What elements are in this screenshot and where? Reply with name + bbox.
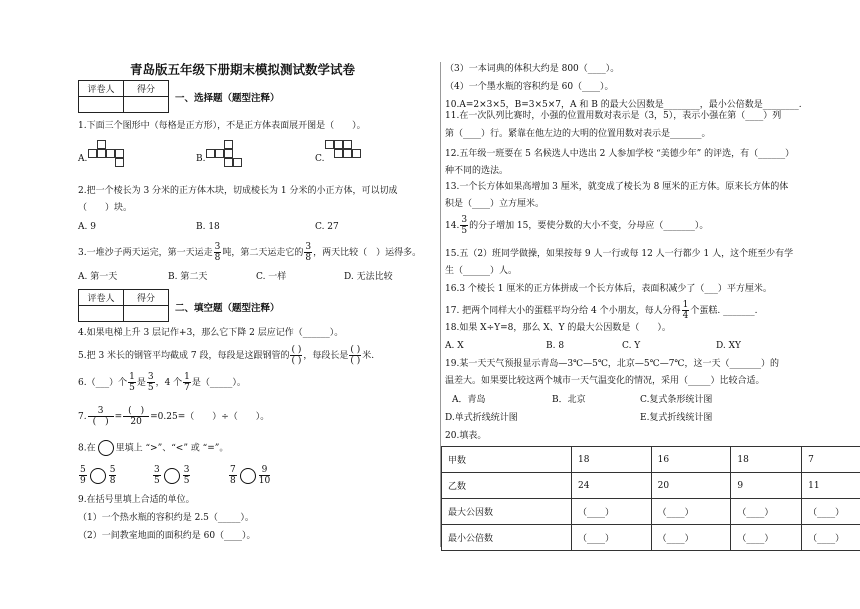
question-13-line2: 积是（____）立方厘米。 [445, 199, 545, 209]
q3-option-a[interactable]: A. 第一天 [78, 272, 118, 282]
q6-fraction-1: $\frac{1}{5}$ [129, 372, 135, 393]
table-cell: 9 [731, 473, 802, 499]
question-14: 14. $\frac{3}{5}$ 的分子增加 15，要使分数的大小不变，分母应（_______）。 [445, 215, 709, 236]
question-17: 17. 把两个同样大小的蛋糕平均分给 4 个小朋友，每人分得 $\frac{1}{4}$ 个蛋糕. _______. [445, 300, 758, 321]
question-11-line1: 11.在一次队列比赛时，小强的位置用数对表示是（3，5），表示小强在第（____）列 [445, 111, 782, 121]
q2-option-a[interactable]: A. 9 [78, 222, 96, 232]
q5-fraction-1[interactable]: $\frac{( )}{( )}$ [291, 345, 302, 366]
table-cell: 7 [802, 447, 860, 473]
q9-sub-2: （2）一间教室地面的面积约是 60（____）。 [78, 531, 256, 541]
reviewer-label: 评卷人 [79, 81, 124, 97]
score-cell[interactable] [124, 97, 169, 113]
q9-sub-4: （4）一个墨水瓶的容积约是 60（____）。 [445, 82, 614, 92]
q18-option-c[interactable]: C. Y [622, 341, 641, 351]
circle-icon [98, 440, 114, 456]
answer-cell[interactable]: （____） [572, 525, 652, 551]
question-2-line2: （ ）块。 [78, 203, 133, 213]
table-cell: 18 [731, 447, 802, 473]
table-cell: 18 [572, 447, 652, 473]
q18-option-b[interactable]: B. 8 [546, 341, 565, 351]
compare-circle-2[interactable] [164, 468, 180, 484]
reviewer-cell[interactable] [79, 306, 124, 322]
question-18: 18.如果 X÷Y=8，那么 X、Y 的最大公因数是（ ）。 [445, 323, 671, 333]
page-title: 青岛版五年级下册期末模拟测试数学试卷 [130, 62, 356, 77]
question-19-line2: 温差大。如果要比较这两个城市一天气温变化的情况，采用（_____）比较合适。 [445, 376, 765, 386]
score-label: 得分 [124, 290, 169, 306]
q5-fraction-2[interactable]: $\frac{( )}{( )}$ [350, 345, 361, 366]
q2-option-c[interactable]: C. 27 [315, 222, 339, 232]
answer-cell[interactable]: （____） [572, 499, 652, 525]
question-12-line2: 种不同的选法。 [445, 166, 509, 176]
question-12-line1: 12.五年级一班要在 5 名候选人中选出 2 人参加学校 “美德少年” 的评选，有（______） [445, 149, 795, 159]
table-row [442, 473, 860, 499]
q3-option-d[interactable]: D. 无法比较 [344, 272, 393, 282]
table-cell: 24 [572, 473, 652, 499]
answer-cell[interactable]: （____） [731, 525, 802, 551]
question-2-line1: 2.把一个棱长为 3 分米的正方体木块，切成棱长为 1 分米的小正方体，可以切成 [78, 186, 398, 196]
question-7: 7. $\frac{3}{( )}$ = $\frac{( )}{20}$ =0.25=（ ）÷（ ）。 [78, 406, 270, 427]
question-9: 9.在括号里填上合适的单位。 [78, 495, 195, 505]
question-16: 16.3 个棱长 1 厘米的正方体拼成一个长方体后，表面积减少了（___）平方厘米。 [445, 284, 772, 294]
reviewer-label: 评卷人 [79, 290, 124, 306]
score-table-1 [78, 80, 169, 113]
question-3: 3.一堆沙子两天运完，第一天运走 $\frac{3}{8}$ 吨，第二天运走它的 $\frac{3}{8}$ ，两天比较（ ）运得多。 [78, 242, 422, 263]
score-cell[interactable] [124, 306, 169, 322]
question-10: 10.A=2×3×5，B=3×5×7，A 和 B 的最大公因数是________，最小公倍数是________. [445, 100, 802, 110]
q7-fraction-1[interactable]: $\frac{3}{( )}$ [88, 406, 114, 427]
question-1: 1.下面三个图形中（每格是正方形），不是正方体表面展开图是（ ）。 [78, 121, 366, 131]
q17-fraction: $\frac{1}{4}$ [682, 300, 689, 321]
q19-option-d[interactable]: D.单式折线统计图 [445, 413, 518, 423]
answer-cell[interactable]: （____） [802, 525, 860, 551]
q2-option-b[interactable]: B. 18 [196, 222, 220, 232]
q3-fraction-1: $\frac{3}{8}$ [214, 242, 221, 263]
section-heading-choice: 一、选择题（题型注释） [175, 93, 280, 104]
table-cell: 最小公倍数 [442, 525, 572, 551]
cube-net-a-icon [88, 140, 138, 170]
table-cell: 乙数 [442, 473, 572, 499]
q20-table [441, 446, 860, 551]
q1-option-b-label[interactable]: B. [196, 154, 206, 164]
score-table-2 [78, 289, 169, 322]
answer-cell[interactable]: （____） [731, 499, 802, 525]
question-15-line2: 生（______）人。 [445, 266, 518, 276]
compare-circle-1[interactable] [90, 468, 106, 484]
q19-option-b[interactable]: B．北京 [552, 395, 586, 405]
q6-fraction-2: $\frac{3}{5}$ [147, 372, 154, 393]
answer-cell[interactable]: （____） [651, 499, 731, 525]
q18-option-a[interactable]: A. X [445, 341, 464, 351]
cube-net-c-icon [325, 140, 375, 170]
q14-fraction: $\frac{3}{5}$ [461, 215, 468, 236]
table-row [442, 447, 860, 473]
q1-option-a-label[interactable]: A. [78, 154, 88, 164]
table-cell: 11 [802, 473, 860, 499]
table-row [442, 499, 860, 525]
q8-compare-1: $\frac{5}{9}$ $\frac{5}{8}$ [80, 465, 116, 486]
q3-fraction-2: $\frac{3}{8}$ [305, 242, 312, 263]
q8-compare-2: $\frac{3}{5}$ $\frac{3}{5}$ [154, 465, 190, 486]
q19-option-c[interactable]: C.复式条形统计图 [640, 395, 713, 405]
q19-option-e[interactable]: E.复式折线统计图 [640, 413, 713, 423]
cube-net-b-icon [206, 140, 256, 170]
question-8: 8.在 里填上 “>”、“<” 或 “=”。 [78, 440, 228, 456]
question-19-line1: 19.某一天天气预报显示青岛—3℃—5℃，北京—5℃—7℃，这一天（_______）的 [445, 359, 779, 369]
table-row [442, 525, 860, 551]
question-20: 20.填表。 [445, 431, 487, 441]
compare-circle-3[interactable] [240, 468, 256, 484]
question-6: 6.（___）个 $\frac{1}{5}$ 是 $\frac{3}{5}$ ，4 个 $\frac{1}{7}$ 是（_____）。 [78, 372, 246, 393]
question-4: 4.如果电梯上升 3 层记作+3，那么它下降 2 层应记作（______）。 [78, 328, 344, 338]
q6-fraction-3: $\frac{1}{7}$ [184, 372, 190, 393]
reviewer-cell[interactable] [79, 97, 124, 113]
q9-sub-1: （1）一个热水瓶的容积约是 2.5（_____）。 [78, 513, 254, 523]
question-11-line2: 第（____）行。紧靠在他左边的大明的位置用数对表示是_______。 [445, 129, 711, 139]
section-heading-fill: 二、填空题（题型注释） [175, 303, 280, 314]
question-5: 5.把 3 米长的钢管平均截成 7 段，每段是这跟钢管的 $\frac{( )}{( )}$ ，每段长是 $\frac{( )}{( )}$ 米. [78, 345, 375, 366]
q3-option-c[interactable]: C. 一样 [256, 272, 287, 282]
table-cell: 甲数 [442, 447, 572, 473]
q3-option-b[interactable]: B. 第二天 [168, 272, 208, 282]
answer-cell[interactable]: （____） [802, 499, 860, 525]
score-label: 得分 [124, 81, 169, 97]
table-cell: 20 [651, 473, 731, 499]
q9-sub-3: （3）一本词典的体积大约是 800（____）。 [445, 64, 620, 74]
q19-option-a[interactable]: A．青岛 [452, 395, 486, 405]
q8-compare-3: $\frac{7}{8}$ $\frac{9}{10}$ [230, 465, 271, 486]
table-cell: 最大公因数 [442, 499, 572, 525]
table-cell: 16 [651, 447, 731, 473]
question-15-line1: 15.五（2）班同学做操，如果按每 9 人一行或每 12 人一行都少 1 人，这个班至少有学 [445, 249, 794, 259]
q18-option-d[interactable]: D. XY [716, 341, 741, 351]
question-13-line1: 13.一个长方体如果高增加 3 厘米，就变成了棱长为 8 厘米的正方体。原来长方体的体 [445, 182, 789, 192]
q7-fraction-2[interactable]: $\frac{( )}{20}$ [123, 406, 149, 427]
q1-option-c-label[interactable]: C. [315, 154, 325, 164]
answer-cell[interactable]: （____） [651, 525, 731, 551]
